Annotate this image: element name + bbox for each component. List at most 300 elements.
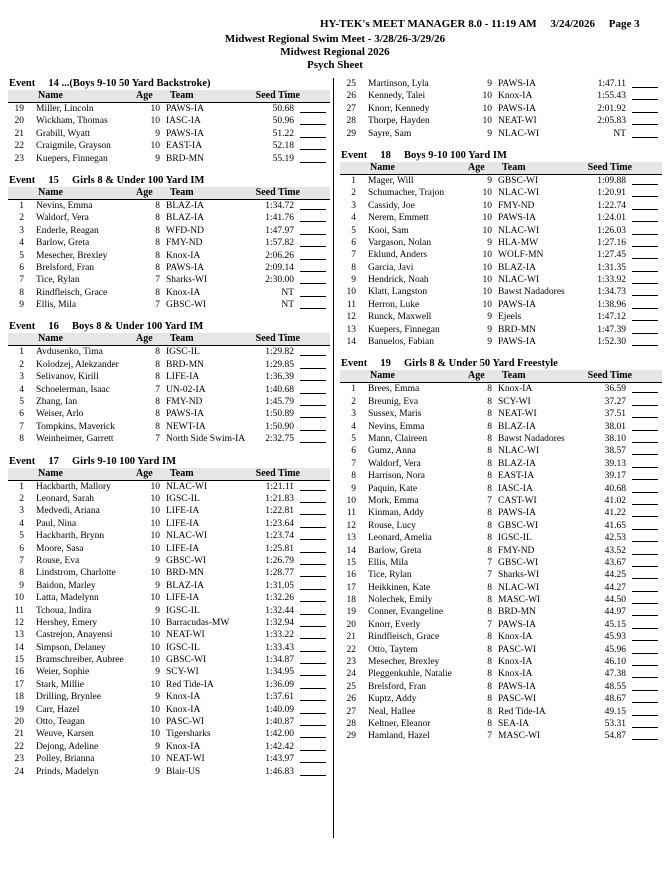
entry-row xyxy=(340,383,662,395)
entry-seed-time: 38.57 xyxy=(604,446,626,457)
entry-name: Ellis, Mila xyxy=(36,300,77,311)
entry-team: PASC-WI xyxy=(498,644,537,655)
entry-seed-time: 1:32.26 xyxy=(265,593,294,604)
entry-place: 14 xyxy=(346,337,356,348)
entry-team: BLAZ-IA xyxy=(166,580,204,591)
entry-age: 10 xyxy=(482,287,492,298)
entry-age: 9 xyxy=(155,153,160,164)
finals-time-blank xyxy=(300,679,326,689)
entry-team: LIFE-IA xyxy=(166,593,200,604)
entry-seed-time: 45.93 xyxy=(604,632,626,643)
entry-name: Tompkins, Maverick xyxy=(36,421,116,432)
entry-seed-time: 1:34.87 xyxy=(265,655,294,666)
entry-age: 8 xyxy=(155,250,160,261)
entry-name: Enderle, Reagan xyxy=(36,225,99,236)
entry-age: 8 xyxy=(487,396,492,407)
finals-time-blank xyxy=(632,225,658,235)
entry-team: BLAZ-IA xyxy=(498,421,536,432)
entry-name: Castrejon, Anayensi xyxy=(36,630,113,641)
finals-time-blank xyxy=(300,766,326,776)
entry-row xyxy=(340,569,662,581)
entry-team: NLAC-WI xyxy=(498,188,540,199)
header-team: Team xyxy=(170,90,194,101)
finals-time-blank xyxy=(300,200,326,210)
entry-row xyxy=(340,311,662,323)
entry-name: Breunig, Eva xyxy=(368,396,419,407)
entry-place: 5 xyxy=(19,250,24,261)
header-age: Age xyxy=(136,90,153,101)
entry-seed-time: 1:34.73 xyxy=(597,287,626,298)
column-header-row xyxy=(8,468,330,481)
event-spacer xyxy=(8,311,330,321)
entry-age: 10 xyxy=(482,103,492,114)
entry-row xyxy=(8,371,330,383)
finals-time-blank xyxy=(300,642,326,652)
entry-place: 22 xyxy=(346,644,356,655)
entry-place: 28 xyxy=(346,718,356,729)
entry-team: NEAT-WI xyxy=(166,754,205,765)
entry-team: BLAZ-IA xyxy=(498,458,536,469)
finals-time-blank xyxy=(632,545,658,555)
entry-seed-time: 44.27 xyxy=(604,582,626,593)
finals-time-blank xyxy=(632,311,658,321)
entry-name: Brelsford, Fran xyxy=(36,262,95,273)
entry-place: 24 xyxy=(346,669,356,680)
entry-place: 19 xyxy=(14,104,24,114)
entry-name: Zhang, Ian xyxy=(36,397,78,408)
entry-team: FMY-ND xyxy=(498,200,535,211)
header-age: Age xyxy=(468,161,485,173)
entry-place: 7 xyxy=(351,250,356,261)
entry-seed-time: 1:33.43 xyxy=(265,642,294,653)
entry-place: 27 xyxy=(346,103,356,114)
finals-time-blank xyxy=(632,78,658,88)
entry-seed-time: NT xyxy=(281,300,294,311)
entry-name: Barlow, Greta xyxy=(36,238,90,249)
entry-age: 8 xyxy=(487,384,492,395)
entry-row xyxy=(8,654,330,666)
entry-team: NLAC-WI xyxy=(498,225,540,236)
finals-time-blank xyxy=(632,619,658,629)
entry-team: PAWS-IA xyxy=(498,213,536,224)
entry-team: LIFE-IA xyxy=(166,506,200,517)
entry-age: 9 xyxy=(487,237,492,248)
entry-seed-time: 41.02 xyxy=(604,495,626,506)
entry-place: 20 xyxy=(346,619,356,630)
entry-age: 7 xyxy=(487,619,492,630)
entry-name: Klatt, Langston xyxy=(368,287,428,298)
finals-time-blank xyxy=(300,421,326,431)
entry-age: 8 xyxy=(155,347,160,358)
entry-row xyxy=(8,543,330,555)
entry-name: Weuve, Karsen xyxy=(36,729,94,740)
entry-name: Miller, Lincoln xyxy=(36,104,94,114)
entry-place: 26 xyxy=(346,91,356,102)
entry-age: 9 xyxy=(155,692,160,703)
entry-name: Weiser, Arlo xyxy=(36,409,84,420)
entry-name: Rouse, Lucy xyxy=(368,520,417,531)
entry-name: Craigmile, Grayson xyxy=(36,141,111,152)
entry-age: 10 xyxy=(482,213,492,224)
entry-team: PAWS-IA xyxy=(498,299,536,310)
entry-place: 4 xyxy=(19,384,24,395)
entry-name: Cassidy, Joe xyxy=(368,200,415,211)
entry-age: 8 xyxy=(155,397,160,408)
entry-age: 10 xyxy=(150,717,160,728)
entry-team: Knox-IA xyxy=(498,657,533,668)
entry-place: 6 xyxy=(19,262,24,273)
finals-time-blank xyxy=(632,128,658,138)
entry-seed-time: 1:43.97 xyxy=(265,754,294,765)
entry-seed-time: 49.15 xyxy=(604,706,626,717)
entry-row xyxy=(8,766,330,778)
entry-name: Kolodzej, Alekzander xyxy=(36,359,119,370)
entry-row xyxy=(8,518,330,530)
finals-time-blank xyxy=(632,103,658,113)
entry-seed-time: 1:27.45 xyxy=(597,250,626,261)
finals-time-blank xyxy=(632,336,658,346)
finals-time-blank xyxy=(632,445,658,455)
entry-seed-time: 52.18 xyxy=(272,141,294,152)
header-team: Team xyxy=(170,333,194,345)
entry-seed-time: 1:40.09 xyxy=(265,704,294,715)
header-name: Name xyxy=(370,161,395,173)
entry-team: IGSC-IL xyxy=(166,347,200,358)
entry-seed-time: 54.87 xyxy=(604,731,626,742)
entry-row xyxy=(8,481,330,493)
entry-seed-time: 1:31.35 xyxy=(597,262,626,273)
entry-team: PASC-WI xyxy=(166,717,205,728)
entry-team: Knox-IA xyxy=(166,287,201,298)
entry-row xyxy=(340,681,662,693)
entry-team: Knox-IA xyxy=(498,91,533,102)
entry-team: GBSC-WI xyxy=(498,175,539,186)
entry-seed-time: 1:33.92 xyxy=(597,275,626,286)
entry-team: HLA-MW xyxy=(498,237,539,248)
entry-place: 18 xyxy=(14,692,24,703)
entry-seed-time: 48.55 xyxy=(604,681,626,692)
entry-row xyxy=(340,90,662,102)
entry-row xyxy=(8,212,330,224)
finals-time-blank xyxy=(300,505,326,515)
entry-age: 9 xyxy=(487,175,492,186)
entry-seed-time: 1:26.03 xyxy=(597,225,626,236)
entry-age: 10 xyxy=(150,104,160,114)
entry-place: 11 xyxy=(346,508,356,519)
entry-place: 9 xyxy=(19,300,24,311)
entry-team: Sharks-WI xyxy=(498,570,540,581)
entry-row xyxy=(8,493,330,505)
finals-time-blank xyxy=(300,250,326,260)
entry-row xyxy=(340,249,662,261)
entry-seed-time: 44.50 xyxy=(604,595,626,606)
entry-place: 3 xyxy=(19,506,24,517)
entry-row xyxy=(8,299,330,311)
entry-team: PAWS-IA xyxy=(498,681,536,692)
entry-seed-time: 1:32.44 xyxy=(265,605,294,616)
event-title: Event 14 ...(Boys 9-10 50 Yard Backstroke) xyxy=(9,78,211,89)
entry-age: 10 xyxy=(150,518,160,529)
entry-place: 10 xyxy=(346,495,356,506)
column-header-row xyxy=(8,90,330,103)
entry-place: 2 xyxy=(19,359,24,370)
entry-row xyxy=(340,606,662,618)
entry-team: Barracudas-MW xyxy=(166,617,230,628)
finals-time-blank xyxy=(300,346,326,356)
entry-age: 8 xyxy=(487,458,492,469)
document-title: Psych Sheet xyxy=(307,59,363,71)
entry-team: NEAT-WI xyxy=(498,409,537,420)
entry-name: Waldorf, Vera xyxy=(36,213,89,224)
entry-place: 4 xyxy=(19,518,24,529)
entry-age: 8 xyxy=(487,644,492,655)
entry-name: Lindstrom, Charlotte xyxy=(36,568,116,579)
entry-age: 8 xyxy=(487,718,492,729)
finals-time-blank xyxy=(632,200,658,210)
entry-seed-time: 2:05.83 xyxy=(597,116,626,127)
entry-age: 9 xyxy=(155,667,160,678)
entry-team: NEAT-WI xyxy=(498,116,537,127)
entry-seed-time: 36.59 xyxy=(604,384,626,395)
entry-row xyxy=(340,507,662,519)
entry-name: Eklund, Anders xyxy=(368,250,428,261)
entry-seed-time: 1:33.22 xyxy=(265,630,294,641)
entry-place: 13 xyxy=(14,630,24,641)
entry-row xyxy=(8,237,330,249)
entry-seed-time: 1:47.39 xyxy=(597,324,626,335)
entry-age: 7 xyxy=(487,570,492,581)
entry-name: Banuelos, Fabian xyxy=(368,337,434,348)
entry-place: 16 xyxy=(14,667,24,678)
entry-team: FMY-ND xyxy=(166,238,203,249)
entry-place: 25 xyxy=(346,681,356,692)
entry-seed-time: 1:45.79 xyxy=(265,397,294,408)
entry-age: 10 xyxy=(150,531,160,542)
entry-team: Knox-IA xyxy=(498,384,533,395)
finals-time-blank xyxy=(632,681,658,691)
entry-row xyxy=(340,115,662,127)
entry-name: Mesecher, Brexley xyxy=(36,250,108,261)
entry-age: 7 xyxy=(487,557,492,568)
entry-seed-time: 2:09.14 xyxy=(265,262,294,273)
entry-name: Tchoua, Indira xyxy=(36,605,92,616)
entry-age: 8 xyxy=(487,545,492,556)
entry-team: PAWS-IA xyxy=(498,619,536,630)
entry-team: IASC-IA xyxy=(166,116,201,127)
finals-time-blank xyxy=(632,286,658,296)
entry-team: WFD-ND xyxy=(166,225,204,236)
header-name: Name xyxy=(38,467,63,479)
entry-name: Nolechek, Emily xyxy=(368,595,433,606)
entry-team: BRD-MN xyxy=(498,324,537,335)
finals-time-blank xyxy=(300,481,326,491)
finals-time-blank xyxy=(300,666,326,676)
finals-time-blank xyxy=(300,299,326,309)
entry-place: 4 xyxy=(351,213,356,224)
entry-name: Vargason, Nolan xyxy=(368,237,432,248)
entry-team: NLAC-WI xyxy=(498,275,540,286)
entry-age: 10 xyxy=(150,655,160,666)
entry-place: 3 xyxy=(19,372,24,383)
entry-seed-time: 1:26.79 xyxy=(265,555,294,566)
entry-seed-time: 1:09.88 xyxy=(597,175,626,186)
event-section xyxy=(8,456,330,778)
entry-place: 20 xyxy=(14,717,24,728)
entry-name: Otto, Taytem xyxy=(368,644,418,655)
entry-name: Kennedy, Talei xyxy=(368,91,426,102)
entry-age: 10 xyxy=(482,225,492,236)
entry-seed-time: 1:31.05 xyxy=(265,580,294,591)
entry-seed-time: 53.31 xyxy=(604,718,626,729)
entry-team: Bawst Nadadores xyxy=(498,433,565,444)
finals-time-blank xyxy=(632,421,658,431)
entry-age: 8 xyxy=(487,657,492,668)
entry-seed-time: 50.96 xyxy=(272,116,294,127)
finals-time-blank xyxy=(632,668,658,678)
entry-row xyxy=(8,346,330,358)
finals-time-blank xyxy=(300,115,326,125)
finals-time-blank xyxy=(300,408,326,418)
entry-age: 8 xyxy=(487,409,492,420)
header-team: Team xyxy=(502,370,526,382)
event-section xyxy=(8,78,330,165)
entry-row xyxy=(340,78,662,90)
entry-row xyxy=(8,140,330,152)
finals-time-blank xyxy=(632,175,658,185)
finals-time-blank xyxy=(300,212,326,222)
entry-age: 10 xyxy=(150,506,160,517)
entry-name: Tice, Rylan xyxy=(36,275,80,286)
header-seed-time: Seed Time xyxy=(255,333,300,345)
entry-place: 29 xyxy=(346,128,356,139)
entry-age: 8 xyxy=(155,213,160,224)
entry-age: 9 xyxy=(155,555,160,566)
entry-place: 15 xyxy=(346,557,356,568)
entry-name: Rouse, Eva xyxy=(36,555,80,566)
entry-seed-time: 50.68 xyxy=(272,104,294,114)
entry-name: Weinheimer, Garrett xyxy=(36,434,114,445)
entry-row xyxy=(340,545,662,557)
entry-team: IGSC-IL xyxy=(498,533,532,544)
entry-name: Rindfleisch, Grace xyxy=(368,632,440,643)
entry-seed-time: 47.38 xyxy=(604,669,626,680)
finals-time-blank xyxy=(300,580,326,590)
entry-row xyxy=(340,396,662,408)
entry-team: UN-02-IA xyxy=(166,384,206,395)
entry-age: 8 xyxy=(487,669,492,680)
right-column xyxy=(340,78,662,743)
entry-place: 2 xyxy=(351,396,356,407)
entry-row xyxy=(8,200,330,212)
finals-time-blank xyxy=(632,730,658,740)
entry-row xyxy=(340,262,662,274)
entry-row xyxy=(340,274,662,286)
entry-seed-time: 39.17 xyxy=(604,471,626,482)
entry-team: GBSC-WI xyxy=(498,557,539,568)
entry-seed-time: 2:06.26 xyxy=(265,250,294,261)
entry-team: LIFE-IA xyxy=(166,372,200,383)
entry-team: GBSC-WI xyxy=(166,555,207,566)
header-name: Name xyxy=(38,90,63,101)
entry-row xyxy=(8,605,330,617)
entry-row xyxy=(340,730,662,742)
entry-age: 10 xyxy=(150,116,160,127)
entry-row xyxy=(8,262,330,274)
entry-seed-time: 1:40.87 xyxy=(265,717,294,728)
entry-place: 5 xyxy=(19,531,24,542)
entry-row xyxy=(8,704,330,716)
event-title: Event 16 Boys 8 & Under 100 Yard IM xyxy=(9,321,204,333)
entry-name: Selivanov, Kirill xyxy=(36,372,99,383)
entry-age: 10 xyxy=(150,642,160,653)
entry-place: 1 xyxy=(351,384,356,395)
entry-name: Schumacher, Trajon xyxy=(368,188,445,199)
entry-seed-time: 41.65 xyxy=(604,520,626,531)
finals-time-blank xyxy=(300,741,326,751)
entry-age: 7 xyxy=(155,384,160,395)
event-title: Event 19 Girls 8 & Under 50 Yard Freestyle xyxy=(341,358,558,370)
entry-row xyxy=(340,408,662,420)
entry-age: 10 xyxy=(150,617,160,628)
entry-name: Rindfleisch, Grace xyxy=(36,287,108,298)
finals-time-blank xyxy=(632,656,658,666)
finals-time-blank xyxy=(632,458,658,468)
entry-row xyxy=(340,495,662,507)
entry-seed-time: 1:23.64 xyxy=(265,518,294,529)
entry-name: Leonard, Sarah xyxy=(36,493,95,504)
entry-place: 6 xyxy=(19,543,24,554)
finals-time-blank xyxy=(300,629,326,639)
entry-seed-time: 48.67 xyxy=(604,694,626,705)
entry-name: Avdusenko, Tima xyxy=(36,347,103,358)
entry-place: 29 xyxy=(346,731,356,742)
entry-seed-time: 38.01 xyxy=(604,421,626,432)
entry-age: 7 xyxy=(155,275,160,286)
finals-time-blank xyxy=(300,530,326,540)
entry-seed-time: 1:28.77 xyxy=(265,568,294,579)
finals-time-blank xyxy=(300,716,326,726)
entry-age: 8 xyxy=(487,483,492,494)
entry-place: 5 xyxy=(351,433,356,444)
entry-seed-time: 1:29.82 xyxy=(265,347,294,358)
entry-place: 7 xyxy=(351,458,356,469)
entry-row xyxy=(8,103,330,115)
entry-place: 23 xyxy=(14,754,24,765)
entry-age: 10 xyxy=(482,275,492,286)
entry-name: Harrison, Nora xyxy=(368,471,425,482)
entry-place: 8 xyxy=(19,287,24,298)
entry-seed-time: 1:21.11 xyxy=(265,481,294,492)
entry-name: Otto, Teagan xyxy=(36,717,85,728)
entry-name: Paquin, Kate xyxy=(368,483,418,494)
finals-time-blank xyxy=(300,371,326,381)
finals-time-blank xyxy=(632,483,658,493)
entry-place: 8 xyxy=(351,262,356,273)
finals-time-blank xyxy=(632,299,658,309)
finals-time-blank xyxy=(300,396,326,406)
finals-time-blank xyxy=(632,644,658,654)
entry-name: Knorr, Kennedy xyxy=(368,103,430,114)
entry-place: 17 xyxy=(14,679,24,690)
finals-time-blank xyxy=(632,237,658,247)
entry-seed-time: 1:40.68 xyxy=(265,384,294,395)
entry-team: NEAT-WI xyxy=(166,630,205,641)
entry-age: 8 xyxy=(155,421,160,432)
entry-team: Red Tide-IA xyxy=(166,679,214,690)
finals-time-blank xyxy=(632,582,658,592)
entry-place: 3 xyxy=(19,225,24,236)
entry-age: 8 xyxy=(155,200,160,211)
